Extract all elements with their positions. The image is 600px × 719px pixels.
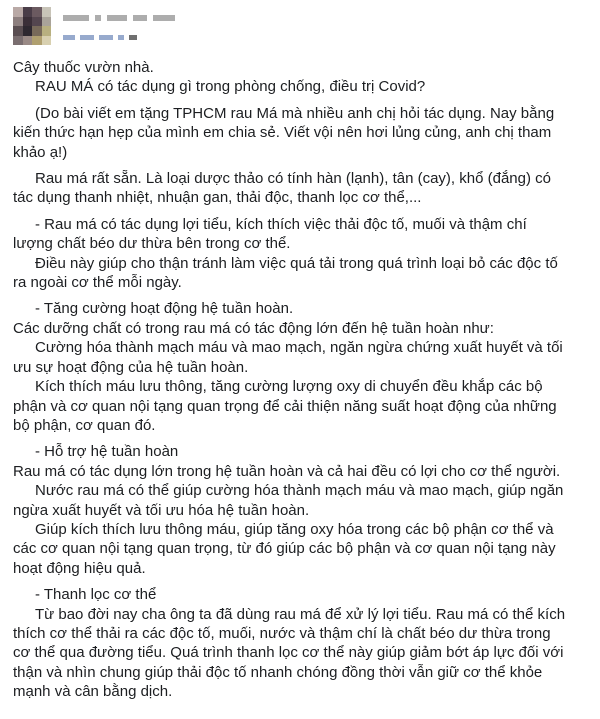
post-text-line: - Rau má có tác dụng lợi tiểu, kích thích việc thải độc tố, muối và thậm chí (35, 215, 527, 233)
post-text-line: cơ thể qua đường tiểu. Quá trình thanh lọc cơ thể này giúp giảm bớt áp lực đối với (13, 644, 564, 662)
post-paragraph (13, 585, 593, 701)
post-text-line: thích cơ thể thải ra các độc tố, muối, nước và thậm chí là chất béo dư thừa trong (13, 624, 551, 642)
post-text-line: (Do bài viết em tặng TPHCM rau Má mà nhiều anh chị hỏi tác dụng. Nay bằng (35, 104, 555, 122)
post-paragraph (13, 77, 593, 96)
post-text-line: phận và cơ quan nội tạng quan trọng để cải thiện năng suất hoạt động của những (13, 397, 557, 415)
post-text-line: ưu sự hoạt động của hệ tuần hoàn. (13, 358, 249, 376)
post-text-line: - Hỗ trợ hệ tuần hoàn (35, 443, 179, 461)
author-name-blurred[interactable] (63, 15, 175, 21)
post-text-line: hoạt động hiệu quả. (13, 559, 146, 577)
post-paragraph (13, 58, 593, 77)
post-text-line: các cơ quan nội tạng quan trọng, từ đó giúp các bộ phận và cơ quan nội tạng này (13, 540, 556, 558)
post-paragraph (13, 442, 593, 578)
avatar[interactable] (13, 7, 51, 45)
post-text-line: mạnh và cân bằng dịch. (13, 683, 173, 701)
post-text-line: ngừa xuất huyết và tối ưu hóa hệ tuần hoàn. (13, 501, 310, 519)
post-timestamp-blurred[interactable] (63, 35, 137, 40)
post-text-line: thận và nhìn chung giúp thải độc tố nhanh chóng đồng thời vẫn giữ cơ thể khỏe (13, 663, 543, 681)
post-text-line: Rau má rất sẵn. Là loại dược thảo có tính hàn (lạnh), tân (cay), khổ (đắng) có (35, 170, 551, 188)
post-text-line: Từ bao đời nay cha ông ta đã dùng rau má để xử lý lợi tiểu. Rau má có thể kích (35, 605, 566, 623)
post-text-line: Điều này giúp cho thận tránh làm việc quá tải trong quá trình loại bỏ các độc tố (35, 254, 558, 272)
post-text-line: - Thanh lọc cơ thể (35, 586, 157, 604)
post-text-line: RAU MÁ có tác dụng gì trong phòng chống, điều trị Covid? (35, 78, 426, 96)
post-text-line: ra ngoài cơ thể mỗi ngày. (13, 274, 182, 292)
post-text-line: khảo ạ!) (13, 143, 68, 161)
post-text-line: tác dụng thanh nhiệt, nhuận gan, thải độc, thanh lọc cơ thể,... (13, 189, 422, 207)
post-header (13, 7, 313, 47)
post-text-line: bộ phận, cơ quan đó. (13, 416, 156, 434)
post-text-line: Kích thích máu lưu thông, tăng cường lượng oxy di chuyển đều khắp các bộ (35, 378, 543, 396)
post-body (13, 58, 593, 702)
post-paragraph (13, 299, 593, 435)
post-paragraph (13, 169, 593, 208)
post-text-line: - Tăng cường hoạt động hệ tuần hoàn. (35, 300, 294, 318)
post-text-line: kiến thức hạn hẹp của mình em chia sẻ. Viết vội nên hơi lủng củng, anh chị tham (13, 124, 552, 142)
post-text-line: Các dưỡng chất có trong rau má có tác động lớn đến hệ tuần hoàn như: (13, 319, 494, 337)
post-text-line: Cường hóa thành mạch máu và mao mạch, ngăn ngừa chứng xuất huyết và tối (35, 339, 563, 357)
post-text-line: Nước rau má có thể giúp cường hóa thành mạch máu và mao mạch, giúp ngăn (35, 482, 564, 500)
post-text-line: Giúp kích thích lưu thông máu, giúp tăng oxy hóa trong các bộ phận cơ thể và (35, 520, 554, 538)
post-text-line: Cây thuốc vườn nhà. (13, 59, 154, 76)
post-text-line: lượng chất béo dư thừa bên trong cơ thể. (13, 235, 291, 253)
post-paragraph (13, 215, 593, 293)
post-text-line: Rau má có tác dụng lớn trong hệ tuần hoàn và cả hai đều có lợi cho cơ thể người. (13, 462, 561, 480)
post-paragraph (13, 104, 593, 162)
